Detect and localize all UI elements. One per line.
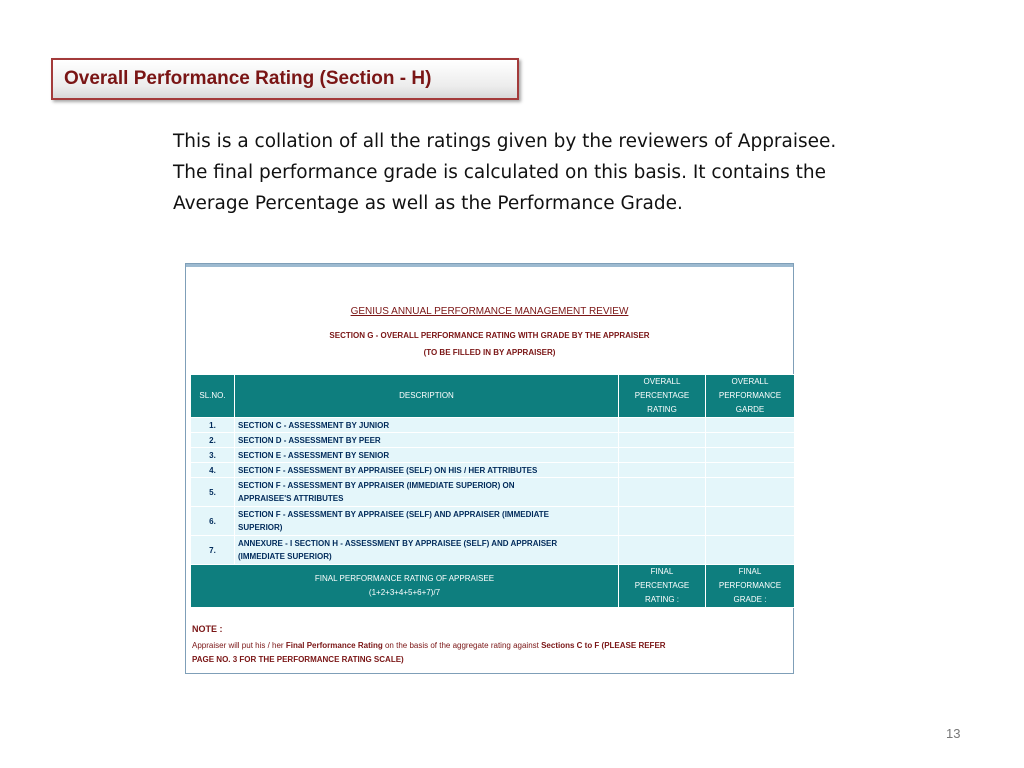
table-row <box>191 536 795 565</box>
percentage-cell <box>619 536 706 565</box>
note-text: Appraiser will put his / her Final Performance Rating on the basis of the aggregate rating against Sections C to F (PLEASE REFER PAGE NO. 3 FOR THE PERFORMANCE RATING SCALE) <box>192 641 666 664</box>
review-form-image <box>185 263 794 674</box>
form-top-border <box>186 264 793 267</box>
table-row <box>191 507 795 536</box>
row-number: 3. <box>191 448 235 463</box>
row-number: 1. <box>191 418 235 433</box>
intro-line: This is a collation of all the ratings given by the reviewers of Appraisee. <box>173 131 837 152</box>
table-row <box>191 418 795 433</box>
table-row <box>191 478 795 507</box>
ratings-table <box>190 374 795 608</box>
grade-cell <box>706 536 795 565</box>
slide-title-box <box>51 58 519 100</box>
grade-cell <box>706 478 795 507</box>
final-percentage-rating: FINAL PERCENTAGE RATING : <box>619 565 706 608</box>
row-number: 5. <box>191 478 235 507</box>
grade-cell <box>706 418 795 433</box>
percentage-cell <box>619 478 706 507</box>
table-row <box>191 448 795 463</box>
final-performance-grade: FINAL PERFORMANCE GRADE : <box>706 565 795 608</box>
row-number: 4. <box>191 463 235 478</box>
grade-cell <box>706 448 795 463</box>
table-row <box>191 433 795 448</box>
row-number: 2. <box>191 433 235 448</box>
row-description: SECTION F - ASSESSMENT BY APPRAISER (IMMEDIATE SUPERIOR) ON APPRAISEE'S ATTRIBUTES <box>235 478 619 507</box>
row-description: ANNEXURE - I SECTION H - ASSESSMENT BY APPRAISEE (SELF) AND APPRAISER (IMMEDIATE SUPERIOR) <box>235 536 619 565</box>
form-title: GENIUS ANNUAL PERFORMANCE MANAGEMENT REVIEW <box>350 306 629 317</box>
form-subtitle: SECTION G - OVERALL PERFORMANCE RATING WITH GRADE BY THE APPRAISER <box>329 331 650 340</box>
row-number: 7. <box>191 536 235 565</box>
row-description: SECTION D - ASSESSMENT BY PEER <box>235 433 619 448</box>
percentage-cell <box>619 463 706 478</box>
form-subtitle-2: (TO BE FILLED IN BY APPRAISER) <box>423 348 556 357</box>
header-slno: SL.NO. <box>191 375 235 418</box>
percentage-cell <box>619 507 706 536</box>
grade-cell <box>706 433 795 448</box>
grade-cell <box>706 463 795 478</box>
header-overall-performance-grade: OVERALL PERFORMANCE GARDE <box>706 375 795 418</box>
page-number: 13 <box>946 726 961 741</box>
intro-line: The final performance grade is calculated on this basis. It contains the <box>173 162 826 183</box>
note-heading: NOTE : <box>192 624 223 634</box>
header-overall-percentage-rating: OVERALL PERCENTAGE RATING <box>619 375 706 418</box>
row-description: SECTION E - ASSESSMENT BY SENIOR <box>235 448 619 463</box>
grade-cell <box>706 507 795 536</box>
row-description: SECTION C - ASSESSMENT BY JUNIOR <box>235 418 619 433</box>
intro-line: Average Percentage as well as the Performance Grade. <box>173 193 683 214</box>
slide-title: Overall Performance Rating (Section - H) <box>64 68 432 89</box>
intro-paragraph <box>173 126 933 219</box>
percentage-cell <box>619 448 706 463</box>
header-description: DESCRIPTION <box>235 375 619 418</box>
row-description: SECTION F - ASSESSMENT BY APPRAISEE (SELF) ON HIS / HER ATTRIBUTES <box>235 463 619 478</box>
percentage-cell <box>619 418 706 433</box>
row-description: SECTION F - ASSESSMENT BY APPRAISEE (SELF) AND APPRAISER (IMMEDIATE SUPERIOR) <box>235 507 619 536</box>
table-header-row <box>191 375 795 418</box>
percentage-cell <box>619 433 706 448</box>
final-rating-label: FINAL PERFORMANCE RATING OF APPRAISEE (1+2+3+4+5+6+7)/7 <box>191 565 619 608</box>
row-number: 6. <box>191 507 235 536</box>
final-rating-row <box>191 565 795 608</box>
table-row <box>191 463 795 478</box>
